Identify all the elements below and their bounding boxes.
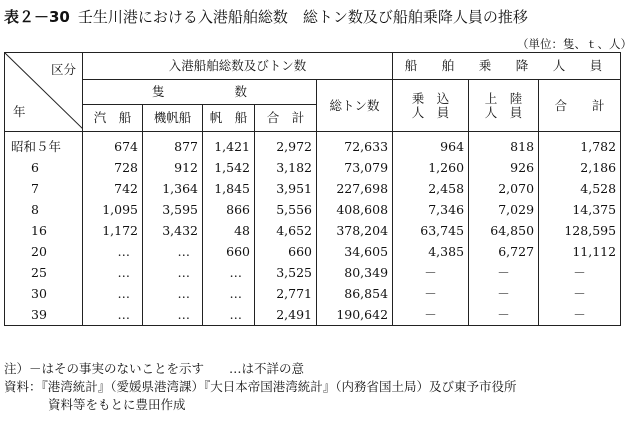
cell-year: 39 [5, 304, 83, 326]
cell-pax-total: － [539, 304, 621, 326]
cell-tonnage: 80,349 [317, 262, 393, 283]
cell-sail: 866 [203, 199, 255, 220]
cell-year: 16 [5, 220, 83, 241]
stats-table [4, 52, 621, 326]
table-row [5, 283, 621, 304]
cell-landing: － [469, 304, 539, 326]
table-row [5, 132, 621, 158]
cell-year: 7 [5, 178, 83, 199]
cell-motor-sail: … [143, 304, 203, 326]
header-landing-line2: 人 員 [484, 104, 523, 120]
cell-boarding: － [393, 262, 469, 283]
cell-motor-sail: … [143, 262, 203, 283]
source-line-1: 資料：『港湾統計』（愛媛県港湾課）『大日本帝国港湾統計』（内務省国土局）及び東予市役所 [4, 379, 517, 394]
cell-pax-total: 14,375 [539, 199, 621, 220]
cell-tonnage: 73,079 [317, 157, 393, 178]
cell-tonnage: 378,204 [317, 220, 393, 241]
source-line-2: 資料等をもとに豊田作成 [48, 397, 186, 412]
cell-sail: 1,542 [203, 157, 255, 178]
table-row [5, 157, 621, 178]
group-header-passengers: 船 舶 乗 降 人 員 [393, 53, 621, 80]
cell-steam: … [83, 283, 143, 304]
cell-year: 6 [5, 157, 83, 178]
cell-steam: 742 [83, 178, 143, 199]
cell-landing: 2,070 [469, 178, 539, 199]
unit-label: （単位：隻、ｔ、人） [517, 37, 632, 51]
header-gross-tonnage: 総トン数 [317, 80, 393, 132]
cell-total: 660 [255, 241, 317, 262]
cell-boarding: 1,260 [393, 157, 469, 178]
cell-pax-total: － [539, 262, 621, 283]
subheader-count-label-2: 数 [234, 84, 248, 99]
cell-tonnage: 190,642 [317, 304, 393, 326]
cell-boarding: － [393, 304, 469, 326]
cell-pax-total: 2,186 [539, 157, 621, 178]
corner-label-category: 区分 [50, 62, 76, 77]
cell-steam: 674 [83, 132, 143, 158]
cell-motor-sail: 912 [143, 157, 203, 178]
cell-tonnage: 86,854 [317, 283, 393, 304]
cell-pax-total: 128,595 [539, 220, 621, 241]
cell-year: 30 [5, 283, 83, 304]
cell-landing: 6,727 [469, 241, 539, 262]
cell-year: 昭和５年 [5, 132, 83, 158]
cell-pax-total: 4,528 [539, 178, 621, 199]
cell-motor-sail: 877 [143, 132, 203, 158]
cell-total: 3,951 [255, 178, 317, 199]
cell-landing: 818 [469, 132, 539, 158]
corner-header [5, 53, 83, 132]
cell-pax-total: － [539, 283, 621, 304]
header-boarding-line1: 乗 込 [411, 90, 450, 106]
cell-year: 8 [5, 199, 83, 220]
table-row [5, 220, 621, 241]
cell-pax-total: 11,112 [539, 241, 621, 262]
cell-sail: 1,421 [203, 132, 255, 158]
cell-total: 3,525 [255, 262, 317, 283]
cell-sail: … [203, 262, 255, 283]
cell-boarding: 7,346 [393, 199, 469, 220]
table-row [5, 262, 621, 283]
table-title-text: 壬生川港における入港船舶総数 総トン数及び船舶乗降人員の推移 [77, 8, 528, 26]
cell-pax-total: 1,782 [539, 132, 621, 158]
cell-tonnage: 72,633 [317, 132, 393, 158]
header-boarding-line2: 人 員 [411, 104, 450, 120]
cell-steam: … [83, 241, 143, 262]
cell-landing: 64,850 [469, 220, 539, 241]
cell-steam: … [83, 262, 143, 283]
cell-steam: … [83, 304, 143, 326]
cell-total: 3,182 [255, 157, 317, 178]
cell-motor-sail: … [143, 241, 203, 262]
cell-steam: 1,095 [83, 199, 143, 220]
cell-total: 4,652 [255, 220, 317, 241]
cell-landing: 7,029 [469, 199, 539, 220]
cell-total: 2,491 [255, 304, 317, 326]
table-number: 表２－30 [4, 8, 70, 26]
cell-sail: 1,845 [203, 178, 255, 199]
corner-label-year: 年 [13, 104, 26, 119]
table-row [5, 241, 621, 262]
group-header-vessels: 入港船舶総数及びトン数 [83, 53, 393, 80]
cell-total: 5,556 [255, 199, 317, 220]
subheader-count [83, 80, 317, 105]
footnotes [4, 360, 517, 414]
cell-boarding: 2,458 [393, 178, 469, 199]
cell-motor-sail: 3,595 [143, 199, 203, 220]
cell-motor-sail: … [143, 283, 203, 304]
cell-boarding: 63,745 [393, 220, 469, 241]
cell-boarding: － [393, 283, 469, 304]
header-steam: 汽 船 [83, 105, 143, 132]
header-landing [469, 80, 539, 132]
cell-sail: … [203, 283, 255, 304]
cell-boarding: 4,385 [393, 241, 469, 262]
cell-sail: 660 [203, 241, 255, 262]
cell-boarding: 964 [393, 132, 469, 158]
note-line: 注）－はその事実のないことを示す …は不詳の意 [4, 361, 305, 376]
cell-motor-sail: 3,432 [143, 220, 203, 241]
cell-year: 25 [5, 262, 83, 283]
header-total: 合 計 [255, 105, 317, 132]
subheader-count-label: 隻 [151, 84, 165, 99]
cell-steam: 1,172 [83, 220, 143, 241]
header-landing-line1: 上 陸 [484, 90, 523, 106]
cell-sail: 48 [203, 220, 255, 241]
header-motor-sail: 機帆船 [143, 105, 203, 132]
cell-sail: … [203, 304, 255, 326]
header-boarding [393, 80, 469, 132]
cell-total: 2,972 [255, 132, 317, 158]
table-row [5, 199, 621, 220]
cell-landing: － [469, 262, 539, 283]
table-row [5, 304, 621, 326]
cell-year: 20 [5, 241, 83, 262]
cell-steam: 728 [83, 157, 143, 178]
cell-landing: 926 [469, 157, 539, 178]
table-title [4, 6, 528, 27]
cell-landing: － [469, 283, 539, 304]
table-row [5, 178, 621, 199]
cell-total: 2,771 [255, 283, 317, 304]
header-pax-total: 合 計 [539, 80, 621, 132]
cell-tonnage: 227,698 [317, 178, 393, 199]
cell-tonnage: 408,608 [317, 199, 393, 220]
cell-motor-sail: 1,364 [143, 178, 203, 199]
cell-tonnage: 34,605 [317, 241, 393, 262]
header-sail: 帆 船 [203, 105, 255, 132]
